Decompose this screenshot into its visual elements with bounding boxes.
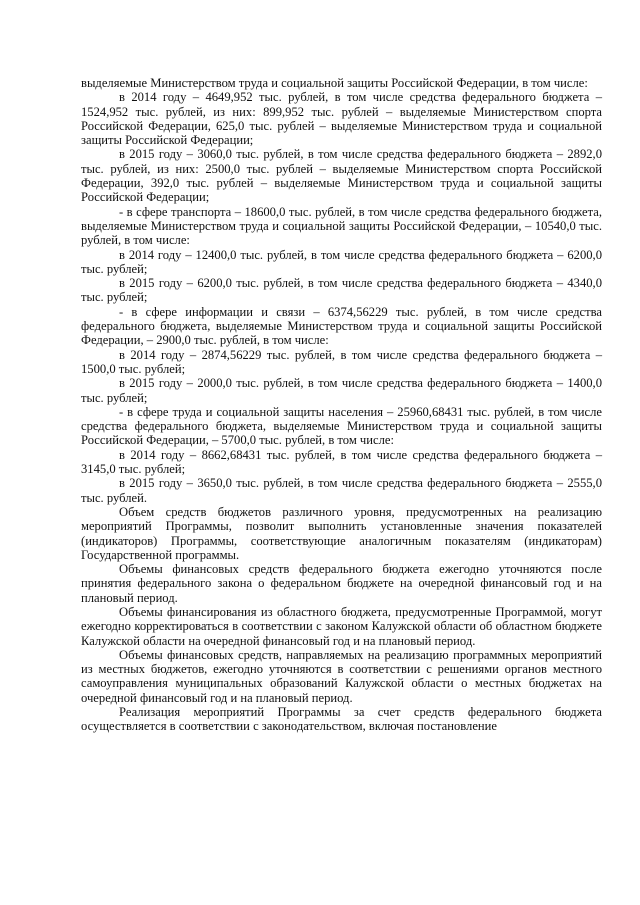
document-body <box>81 76 602 734</box>
paragraph-information: - в сфере информации и связи – 6374,56229 тыс. рублей, в том числе средства федерального бюджета, выделяемые Министерством труда и социальной защиты Российской Федерации, – 2900,0 тыс. рублей, в том числе: <box>81 304 602 348</box>
paragraph-labour: - в сфере труда и социальной защиты населения – 25960,68431 тыс. рублей, в том числе средства федерального бюджета, выделяемые Министерством труда и социальной защиты Российской Федерации, – 5700,0 тыс. рублей, в том числе: <box>81 404 602 448</box>
paragraph-sport-2015: в 2015 году – 3060,0 тыс. рублей, в том числе средства федерального бюджета – 2892,0 тыс. рублей, из них: 2500,0 тыс. рублей – выделяемые Министерством спорта Российской Федерации, 392,0 тыс. рублей – выделяемые Министерством труда и социальной защиты Российской Федерации; <box>81 147 602 205</box>
paragraph-federal-budget: Объемы финансовых средств федерального бюджета ежегодно уточняются после принятия федерального закона о федеральном бюджете на очередной финансовый год и на плановый период. <box>81 562 602 605</box>
paragraph-transport-2014: в 2014 году – 12400,0 тыс. рублей, в том числе средства федерального бюджета – 6200,0 тыс. рублей; <box>81 247 602 276</box>
paragraph-regional-budget: Объемы финансирования из областного бюджета, предусмотренные Программой, могут ежегодно корректироваться в соответствии с законом Калужской области об областном бюджете Калужской области на очередной финансовый год и на плановый период. <box>81 604 602 648</box>
paragraph-labour-2015: в 2015 году – 3650,0 тыс. рублей, в том числе средства федерального бюджета – 2555,0 тыс. рублей. <box>81 476 602 505</box>
paragraph-local-budgets: Объемы финансовых средств, направляемых на реализацию программных мероприятий из местных бюджетов, ежегодно уточняются в соответствии с решениями органов местного самоуправления муниципальных образований Калужской области о местных бюджетах на очередной финансовый год и на плановый период. <box>81 647 602 705</box>
paragraph-transport-2015: в 2015 году – 6200,0 тыс. рублей, в том числе средства федерального бюджета – 4340,0 тыс. рублей; <box>81 276 602 305</box>
paragraph-sport-2014: в 2014 году – 4649,952 тыс. рублей, в том числе средства федерального бюджета – 1524,952 тыс. рублей, из них: 899,952 тыс. рублей – выделяемые Министерством спорта Российской Федерации, 625,0 тыс. рублей – выделяемые Министерством труда и социальной защиты Российской Федерации; <box>81 90 602 148</box>
paragraph-transport: - в сфере транспорта – 18600,0 тыс. рублей, в том числе средства федерального бюджета, выделяемые Министерством труда и социальной защиты Российской Федерации, – 10540,0 тыс. рублей, в том числе: <box>81 204 602 248</box>
paragraph-labour-2014: в 2014 году – 8662,68431 тыс. рублей, в том числе средства федерального бюджета – 3145,0 тыс. рублей; <box>81 447 602 477</box>
paragraph-budget-volume: Объем средств бюджетов различного уровня, предусмотренных на реализацию мероприятий Программы, позволит выполнить установленные значения показателей (индикаторов) Программы, соответствующие аналогичным показателям (индикаторам) Государственной программы. <box>81 504 602 562</box>
paragraph-implementation: Реализация мероприятий Программы за счет средств федерального бюджета осуществляется в соответствии с законодательством, включая постановление <box>81 705 602 734</box>
paragraph-information-2015: в 2015 году – 2000,0 тыс. рублей, в том числе средства федерального бюджета – 1400,0 тыс. рублей; <box>81 376 602 405</box>
paragraph-continuation: выделяемые Министерством труда и социальной защиты Российской Федерации, в том числе: <box>81 76 588 90</box>
paragraph-information-2014: в 2014 году – 2874,56229 тыс. рублей, в том числе средства федерального бюджета – 1500,0 тыс. рублей; <box>81 347 602 376</box>
